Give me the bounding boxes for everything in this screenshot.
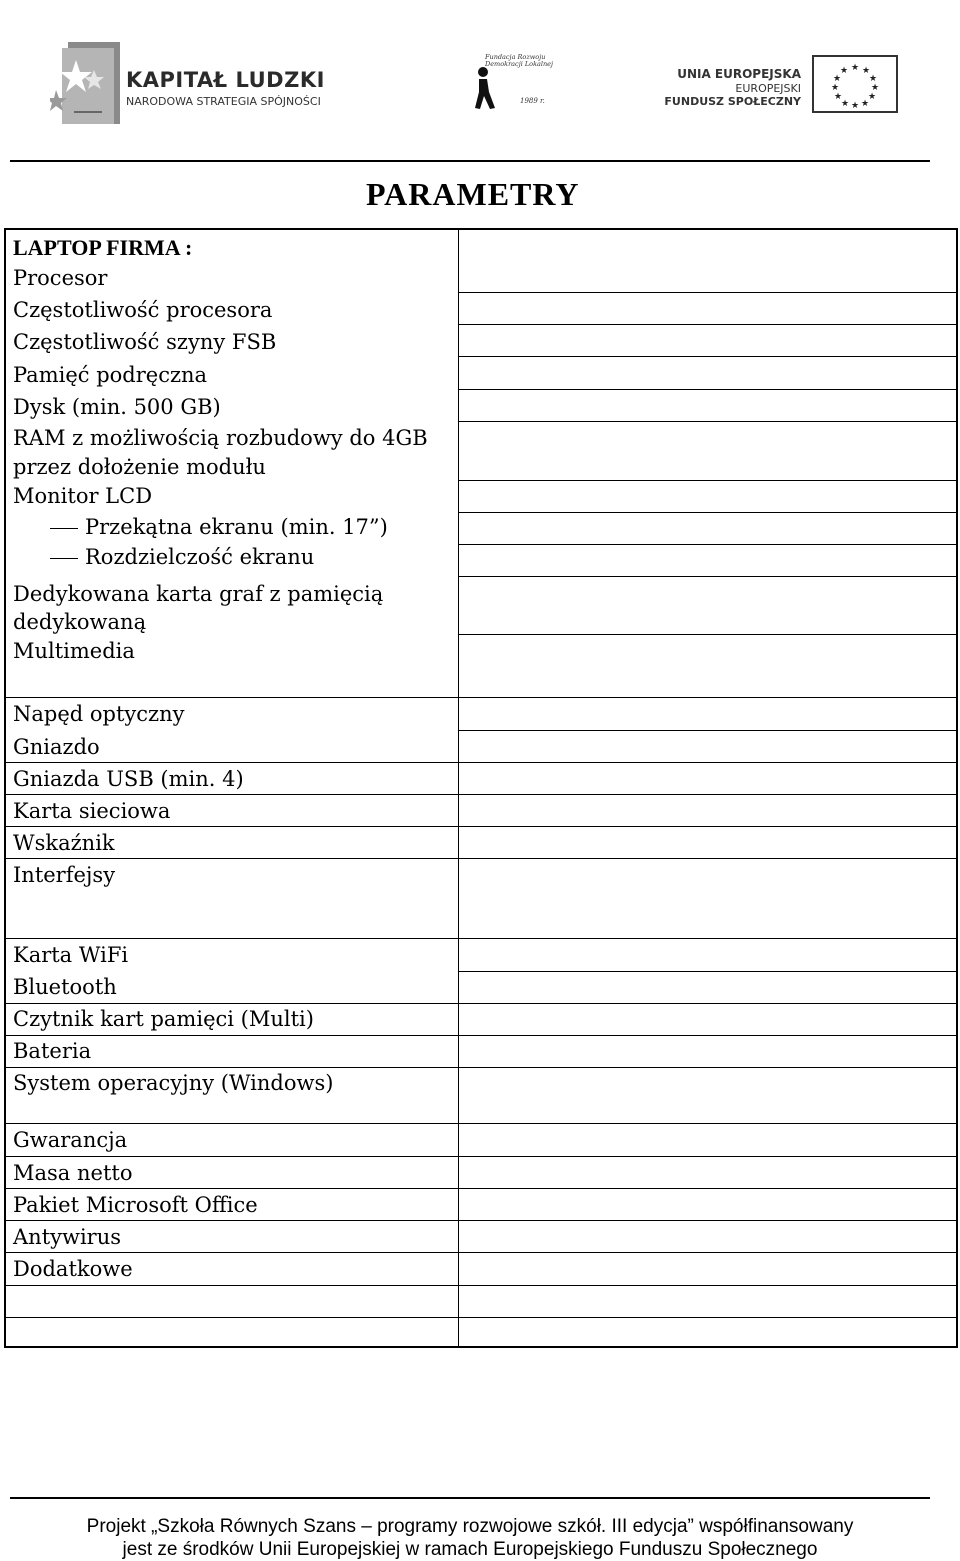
ue-line-3: FUNDUSZ SPOŁECZNY bbox=[664, 95, 801, 108]
row-label: Przekątna ekranu (min. 17”) bbox=[85, 515, 388, 539]
svg-text:★: ★ bbox=[833, 92, 843, 102]
row-label: Antywirus bbox=[13, 1225, 122, 1249]
svg-text:★: ★ bbox=[839, 66, 849, 76]
row-label: Pamięć podręczna bbox=[13, 363, 208, 387]
walking-figure-icon bbox=[472, 66, 498, 112]
ue-efs-logo bbox=[664, 55, 905, 117]
row-divider bbox=[6, 1188, 958, 1189]
row-divider bbox=[6, 1156, 958, 1157]
row-divider bbox=[458, 480, 958, 481]
row-divider bbox=[458, 512, 958, 513]
row-divider bbox=[458, 544, 958, 545]
row-label: Dodatkowe bbox=[13, 1257, 133, 1281]
row-divider bbox=[458, 421, 958, 422]
row-divider bbox=[458, 324, 958, 325]
section-divider bbox=[6, 1123, 958, 1124]
svg-text:★: ★ bbox=[867, 92, 877, 102]
kapital-ludzki-subtitle: NARODOWA STRATEGIA SPÓJNOŚCI bbox=[126, 95, 321, 108]
row-label: RAM z możliwością rozbudowy do 4GB bbox=[13, 426, 428, 450]
header-divider bbox=[10, 160, 930, 162]
eu-flag-icon bbox=[812, 55, 898, 113]
section-divider bbox=[6, 938, 958, 939]
row-label: Monitor LCD bbox=[13, 484, 153, 508]
row-label: Częstotliwość procesora bbox=[13, 298, 273, 322]
footer-line-2: jest ze środków Unii Europejskiej w ramach Europejskiego Funduszu Społecznego bbox=[122, 1539, 818, 1560]
kapital-ludzki-emblem-icon bbox=[50, 42, 122, 126]
row-label: Gwarancja bbox=[13, 1128, 128, 1152]
kapital-ludzki-title: KAPITAŁ LUDZKI bbox=[126, 68, 325, 92]
row-label: Multimedia bbox=[13, 639, 135, 663]
row-label: Dysk (min. 500 GB) bbox=[13, 395, 221, 419]
svg-text:★: ★ bbox=[850, 63, 860, 73]
row-label: Rozdzielczość ekranu bbox=[85, 545, 315, 569]
svg-text:★: ★ bbox=[850, 101, 860, 111]
row-divider bbox=[458, 576, 958, 577]
row-label: Interfejsy bbox=[13, 863, 116, 887]
row-label: Pakiet Microsoft Office bbox=[13, 1193, 258, 1217]
row-divider bbox=[458, 389, 958, 390]
fundacja-name-line-1: Fundacja Rozwoju bbox=[485, 53, 546, 61]
row-label: Napęd optyczny bbox=[13, 702, 185, 726]
row-divider bbox=[458, 971, 958, 972]
svg-text:★: ★ bbox=[870, 83, 880, 93]
svg-text:★: ★ bbox=[832, 74, 842, 84]
bullet-dash bbox=[50, 528, 78, 529]
row-label: System operacyjny (Windows) bbox=[13, 1071, 334, 1095]
bullet-dash bbox=[50, 558, 78, 559]
svg-text:★: ★ bbox=[860, 99, 870, 109]
row-label: Karta sieciowa bbox=[13, 799, 171, 823]
svg-text:★: ★ bbox=[830, 83, 840, 93]
fundacja-year: 1989 r. bbox=[520, 97, 545, 105]
row-label: Gniazdo bbox=[13, 735, 100, 759]
row-divider bbox=[458, 356, 958, 357]
row-label: Masa netto bbox=[13, 1161, 133, 1185]
row-label: Procesor bbox=[13, 266, 108, 290]
row-divider bbox=[6, 1285, 958, 1286]
svg-text:★: ★ bbox=[868, 74, 878, 84]
svg-text:★: ★ bbox=[861, 66, 871, 76]
row-divider bbox=[6, 1317, 958, 1318]
kapital-ludzki-logo bbox=[50, 40, 330, 130]
fundacja-logo bbox=[470, 52, 554, 112]
row-label: Dedykowana karta graf z pamięcią bbox=[13, 582, 384, 606]
row-divider bbox=[6, 1035, 958, 1036]
row-divider bbox=[6, 826, 958, 827]
row-divider bbox=[458, 730, 958, 731]
ue-line-2: EUROPEJSKI bbox=[735, 82, 801, 95]
row-label: Wskaźnik bbox=[13, 831, 115, 855]
row-divider bbox=[6, 1220, 958, 1221]
page-title: PARAMETRY bbox=[366, 176, 580, 212]
ue-line-1: UNIA EUROPEJSKA bbox=[677, 67, 801, 81]
footer-line-1: Projekt „Szkoła Równych Szans – programy rozwojowe szkół. III edycja” współfinansowany bbox=[86, 1516, 854, 1537]
row-divider bbox=[6, 1252, 958, 1253]
row-label: przez dołożenie modułu bbox=[13, 455, 266, 479]
row-divider bbox=[6, 794, 958, 795]
row-label: Czytnik kart pamięci (Multi) bbox=[13, 1007, 314, 1031]
row-divider bbox=[6, 1003, 958, 1004]
row-label: Częstotliwość szyny FSB bbox=[13, 330, 277, 354]
row-divider bbox=[6, 762, 958, 763]
svg-text:★: ★ bbox=[840, 99, 850, 109]
row-label: Gniazda USB (min. 4) bbox=[13, 767, 244, 791]
footer-divider bbox=[10, 1497, 930, 1499]
section-divider bbox=[6, 697, 958, 698]
row-label: Bluetooth bbox=[13, 975, 117, 999]
row-divider bbox=[458, 634, 958, 635]
row-divider bbox=[6, 1067, 958, 1068]
fundacja-name-line-2: Demokracji Lokalnej bbox=[485, 60, 554, 68]
column-divider bbox=[458, 230, 459, 1346]
row-divider bbox=[6, 858, 958, 859]
row-divider bbox=[458, 292, 958, 293]
table-title: LAPTOP FIRMA : bbox=[13, 235, 193, 260]
row-label: dedykowaną bbox=[13, 610, 147, 634]
row-label: Karta WiFi bbox=[13, 943, 129, 967]
row-label: Bateria bbox=[13, 1039, 92, 1063]
spec-table bbox=[4, 228, 958, 1348]
